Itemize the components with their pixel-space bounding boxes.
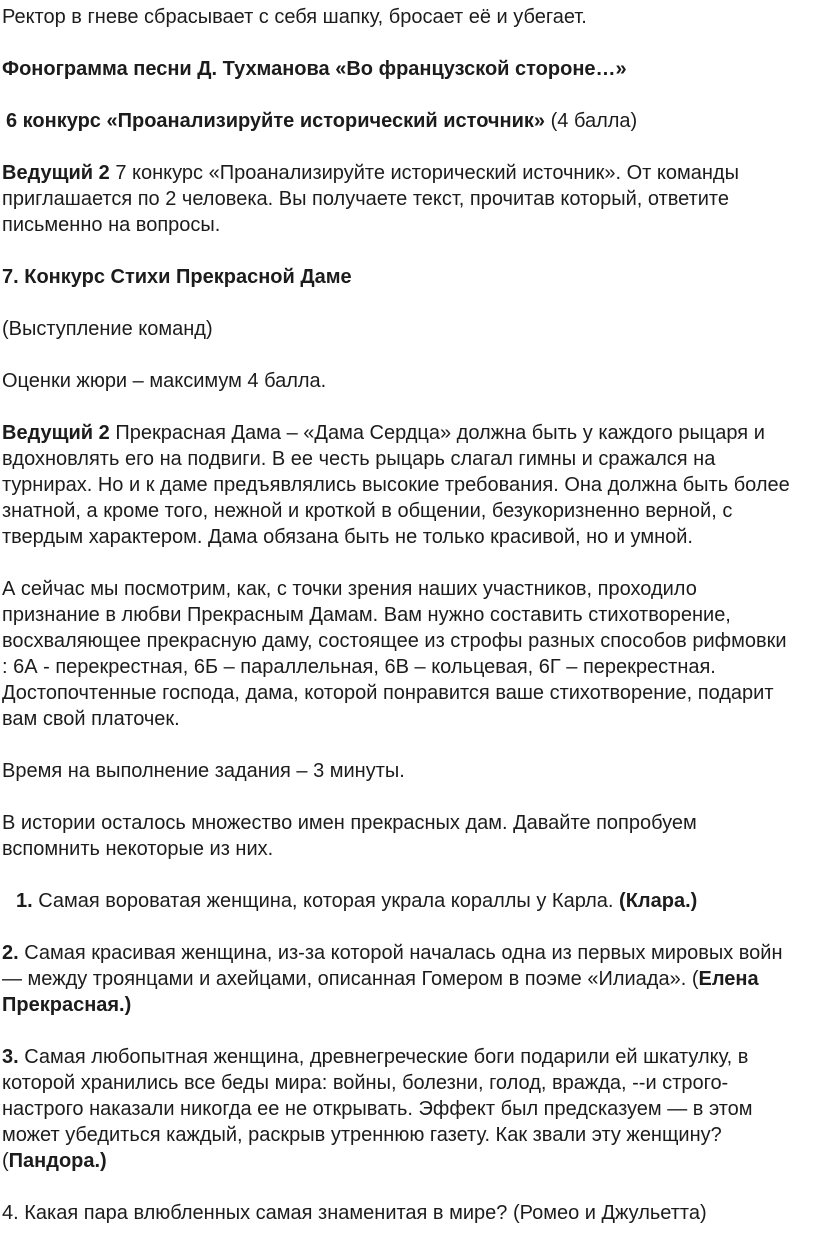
question-number: 2. [2, 942, 19, 964]
paragraph-text: Ректор в гневе сбрасывает с себя шапку, бросает её и убегает. [2, 6, 587, 28]
question-text: Самая красивая женщина, из-за которой началась одна из первых мировых войн — между троянцами и ахейцами, описанная Гомером в поэме «Илиада». ( [2, 942, 783, 990]
question-number: 3. [2, 1046, 19, 1068]
names-intro [0, 810, 800, 862]
question-1 [0, 888, 800, 914]
time-limit [0, 758, 800, 784]
question-text: Самая вороватая женщина, которая украла кораллы у Карла. [32, 890, 620, 912]
host-2-paragraph-2 [0, 420, 800, 550]
phonogram-heading [0, 56, 800, 82]
question-2 [0, 940, 800, 1018]
team-performance [0, 316, 800, 342]
paragraph-text: (Выступление команд) [2, 318, 213, 340]
paragraph-text: В истории осталось множество имен прекрасных дам. Давайте попробуем вспомнить некоторые из них. [2, 812, 697, 860]
paragraph-rector [0, 4, 800, 30]
phonogram-text: Фонограмма песни Д. Тухманова «Во французской стороне…» [2, 58, 627, 80]
jury-scores [0, 368, 800, 394]
question-answer: Пандора.) [8, 1150, 107, 1172]
contest-6-heading [0, 108, 800, 134]
question-4 [0, 1200, 800, 1226]
contest-6-points: (4 балла) [545, 110, 638, 132]
host-label: Ведущий 2 [2, 422, 110, 444]
host-label: Ведущий 2 [2, 162, 110, 184]
contest-6-title: 6 конкурс «Проанализируйте исторический источник» [6, 110, 546, 132]
question-text: . Какая пара влюбленных самая знаменитая в мире? (Ромео и Джульетта) [13, 1202, 707, 1224]
contest-7-title: 7. Конкурс Стихи Прекрасной Даме [2, 266, 352, 288]
contest-7-heading [0, 264, 800, 290]
paragraph-text: Оценки жюри – максимум 4 балла. [2, 370, 327, 392]
host-2-paragraph-1 [0, 160, 800, 238]
poem-task-paragraph [0, 576, 800, 732]
question-number: 4 [2, 1202, 14, 1224]
question-text: Самая любопытная женщина, древнегреческие боги подарили ей шкатулку, в которой хранились все беды мира: войны, болезни, голод, вражда, --и строго-настрого наказали никогда ее не открывать. Эффект был предсказуем — в этом может убедиться каждый, раскрыв утреннюю газету. Как звали эту женщину? ( [2, 1046, 753, 1172]
question-3 [0, 1044, 800, 1174]
question-answer: Елена Прекрасная.) [2, 968, 759, 1016]
question-number: 1. [16, 890, 33, 912]
host-text: 7 конкурс «Проанализируйте исторический источник». От команды приглашается по 2 человека. Вы получаете текст, прочитав который, ответите письменно на вопросы. [2, 162, 739, 236]
paragraph-text: Время на выполнение задания – 3 минуты. [2, 760, 405, 782]
host-text: Прекрасная Дама – «Дама Сердца» должна быть у каждого рыцаря и вдохновлять его на подвиги. В ее честь рыцарь слагал гимны и сражался на турнирах. Но и к даме предъявлялись высокие требования. Она должна быть более знатной, а кроме того, нежной и кроткой в общении, безукоризненно верной, с твердым характером. Дама обязана быть не только красивой, но и умной. [2, 422, 790, 548]
paragraph-text: А сейчас мы посмотрим, как, с точки зрения наших участников, проходило признание в любви Прекрасным Дамам. Вам нужно составить стихотворение, восхваляющее прекрасную даму, состоящее из строфы разных способов рифмовки : 6А - перекрестная, 6Б – параллельная, 6В – кольцевая, 6Г – перекрестная. Достопочтенные господа, дама, которой понравится ваше стихотворение, подарит вам свой платочек. [2, 578, 787, 730]
question-answer: (Клара.) [619, 890, 698, 912]
